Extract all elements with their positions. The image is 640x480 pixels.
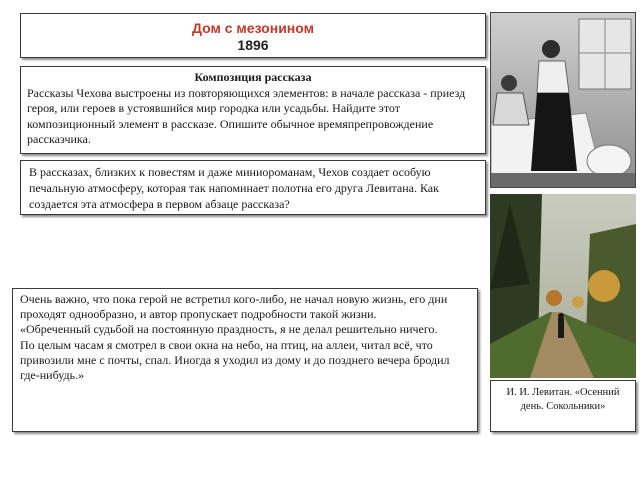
quote-text-1: «Обреченный судьбой на постоянную праздность, я не делал решительно ничего.: [20, 322, 438, 337]
composition-text: Рассказы Чехова выстроены из повторяющихся элементов: в начале рассказа - приезд героя, или героев в устоявшийся мир городка или усадьбы. Найдите этот композиционный элемент в рассказе. Опишите обычное времяпрепровождение рассказчика.: [27, 85, 466, 147]
composition-heading: Композиция рассказа: [194, 70, 312, 84]
quote-text-2: По целым часам я смотрел в свои окна на небо, на птиц, на аллеи, читал всё, что привозили мне с почты, спал. Иногда я уходил из дому и до позднего вечера бродил где-нибудь.»: [20, 337, 450, 383]
atmosphere-question-box: [20, 160, 486, 215]
slide-year: 1896: [237, 37, 269, 53]
painting-caption-box: [490, 380, 636, 432]
quote-intro-text: Очень важно, что пока герой не встретил кого-либо, не начал новую жизнь, его дни проходят однообразно, и автор пропускает подробности такой жизни.: [20, 292, 448, 322]
painting-image: [490, 194, 636, 378]
composition-task-box: [20, 66, 486, 154]
painting-drawing: [490, 194, 636, 378]
painting-caption: И. И. Левитан. «Осенний день. Сокольники»: [506, 387, 620, 412]
quote-box: [12, 288, 478, 432]
illustration-drawing: [491, 13, 636, 188]
slide-title: Дом с мезонином: [192, 20, 314, 36]
illustration-image: [490, 12, 636, 188]
slide-title-box: [20, 13, 486, 58]
atmosphere-question-text: В рассказах, близких к повестям и даже миниороманам, Чехов создает особую печальную атмосферу, которая так напоминает полотна его друга Левитана. Как создается эта атмосфера в первом абзаце рассказа?: [29, 165, 439, 211]
